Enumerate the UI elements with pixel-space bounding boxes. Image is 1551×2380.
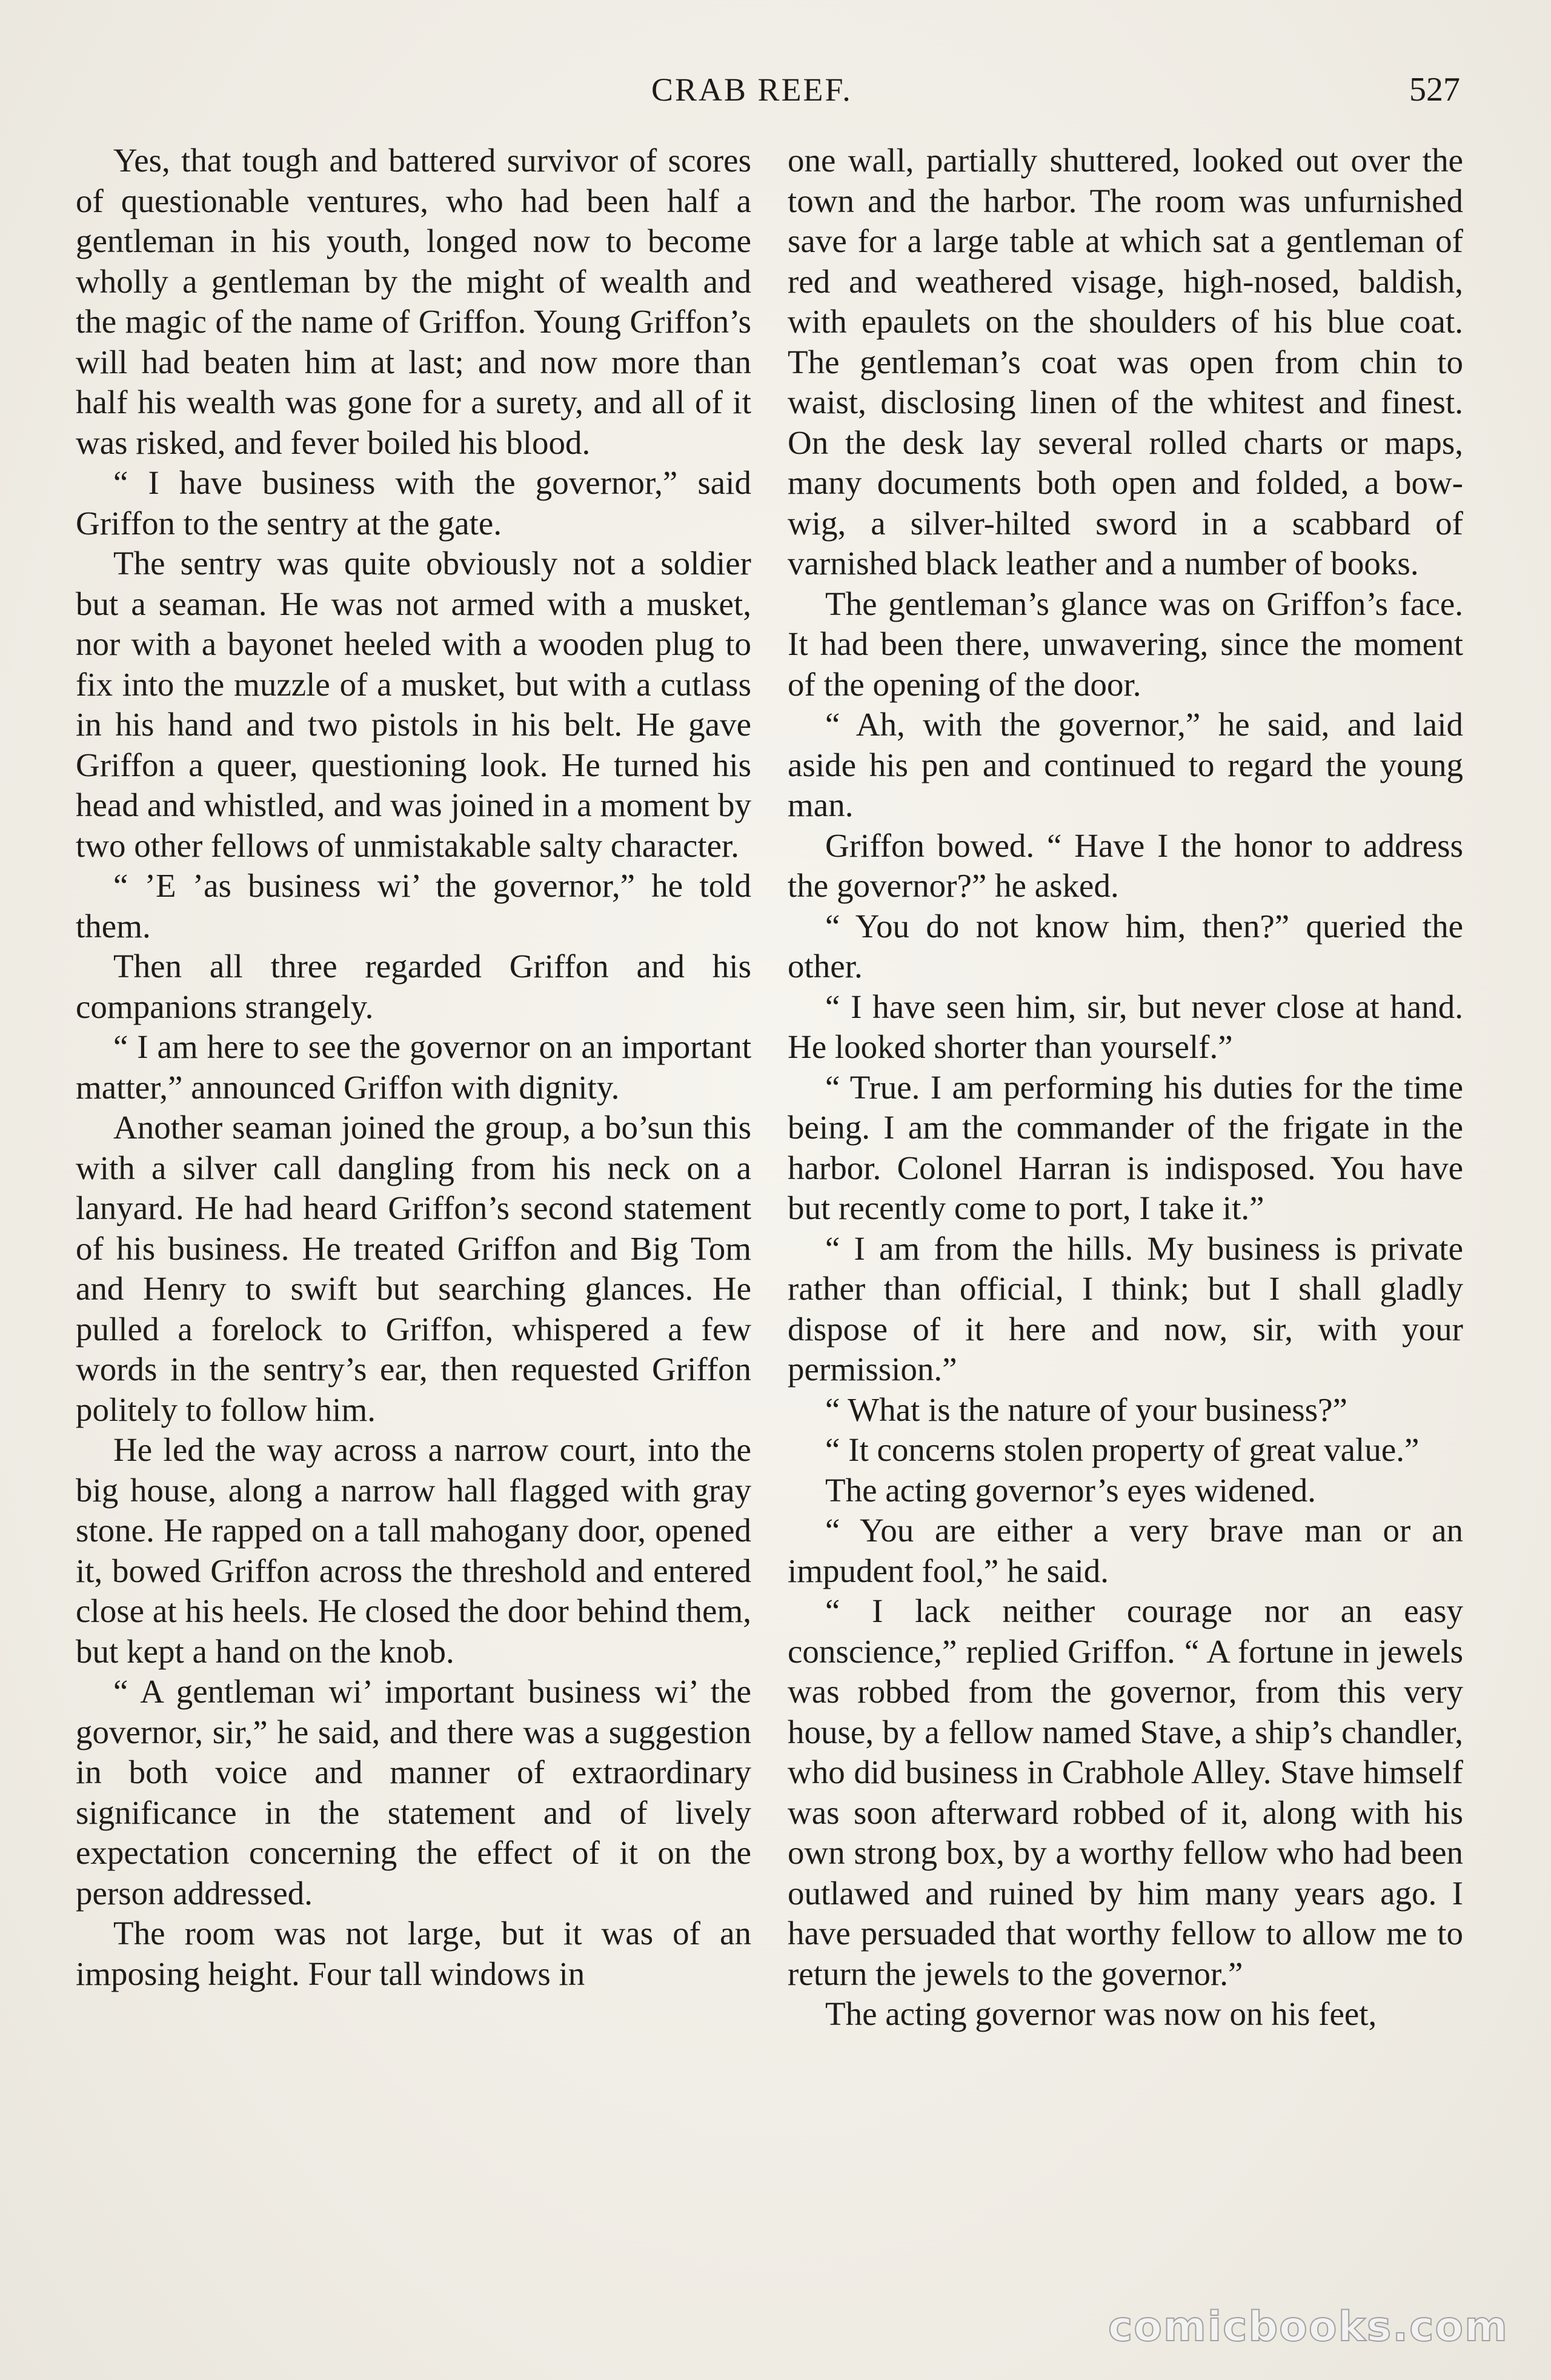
paragraph: “ It concerns stolen property of great value.” (825, 1431, 1420, 1468)
paragraph: The room was not large, but it was of an imposing height. Four tall windows in (76, 1915, 751, 1992)
paragraph: “ A gentleman wi’ important business wi’ the governor, sir,” he said, and there was a suggestion in both voice and manner of extraordinary significance in the statement and of lively expectation concerning the effect of it on the person addressed. (76, 1673, 751, 1912)
paragraph: Another seaman joined the group, a bo’sun this with a silver call dangling from his neck on a lanyard. He had heard Griffon’s second statement of his business. He treated Griffon and Big Tom and Henry to swift but searching glances. He pulled a forelock to Griffon, whispered a few words in the sentry’s ear, then requested Griffon politely to follow him. (76, 1109, 751, 1428)
paragraph: “ What is the nature of your business?” (825, 1391, 1347, 1428)
paragraph: “ ’E ’as business wi’ the governor,” he told them. (76, 867, 751, 945)
left-column (76, 141, 751, 2298)
paragraph-continued: one wall, partially shuttered, looked out over the town and the harbor. The room was unfurnished save for a large table at which sat a gentleman of red and weathered visage, high-nosed, baldish, with epaulets on the shoulders of his blue coat. The gentleman’s coat was open from chin to waist, disclosing linen of the whitest and finest. On the desk lay several rolled charts or maps, many documents both open and folded, a bow-wig, a silver-hilted sword in a scabbard of varnished black leather and a number of books. (788, 142, 1463, 582)
paragraph: The acting governor was now on his feet, (825, 1995, 1377, 2032)
paragraph: “ True. I am performing his duties for the time being. I am the commander of the frigate in the harbor. Colonel Harran is indisposed. You have but recently come to port, I take it.” (788, 1068, 1463, 1226)
running-header (0, 65, 1551, 114)
right-column (788, 141, 1463, 2298)
paragraph: The sentry was quite obviously not a soldier but a seaman. He was not armed with a musket, nor with a bayonet heeled with a wooden plug to fix into the muzzle of a musket, but with a cutlass in his hand and two pistols in his belt. He gave Griffon a queer, questioning look. He turned his head and whistled, and was joined in a moment by two other fellows of unmistakable salty character. (76, 545, 751, 864)
page-number: 527 (1409, 71, 1460, 108)
paragraph: “ You are either a very brave man or an impudent fool,” he said. (788, 1512, 1463, 1589)
paragraph: “ I am from the hills. My business is private rather than official, I think; but I shall gladly dispose of it here and now, sir, with your permission.” (788, 1229, 1463, 1388)
paragraph: “ Ah, with the governor,” he said, and laid aside his pen and continued to regard the young man. (788, 706, 1463, 823)
paragraph: Griffon bowed. “ Have I the honor to address the governor?” he asked. (788, 826, 1463, 904)
paragraph: Then all three regarded Griffon and his companions strangely. (76, 948, 751, 1025)
paragraph: “ I have seen him, sir, but never close at hand. He looked shorter than yourself.” (788, 988, 1463, 1065)
paragraph: The gentleman’s glance was on Griffon’s face. It had been there, unwavering, since the moment of the opening of the door. (788, 585, 1463, 703)
paragraph: He led the way across a narrow court, into the big house, along a narrow hall flagged with gray stone. He rapped on a tall mahogany door, opened it, bowed Griffon across the threshold and entered close at his heels. He closed the door behind them, but kept a hand on the knob. (76, 1431, 751, 1670)
paragraph: Yes, that tough and battered survivor of scores of questionable ventures, who had been half a gentleman in his youth, longed now to become wholly a gentleman by the might of wealth and the magic of the name of Griffon. Young Griffon’s will had beaten him at last; and now more than half his wealth was gone for a surety, and all of it was risked, and fever boiled his blood. (76, 142, 751, 461)
paragraph: “ I am here to see the governor on an important matter,” announced Griffon with dignity. (76, 1028, 751, 1106)
paragraph: The acting governor’s eyes widened. (825, 1471, 1316, 1509)
running-title: CRAB REEF. (651, 71, 852, 108)
paragraph: “ I have business with the governor,” said Griffon to the sentry at the gate. (76, 464, 751, 542)
paragraph: “ I lack neither courage nor an easy conscience,” replied Griffon. “ A fortune in jewels was robbed from the governor, from this very house, by a fellow named Stave, a ship’s chandler, who did business in Crabhole Alley. Stave himself was soon afterward robbed of it, along with his own strong box, by a worthy fellow who had been outlawed and ruined by him many years ago. I have persuaded that worthy fellow to allow me to return the jewels to the governor.” (788, 1592, 1463, 1992)
site-watermark: comicbooks.com (1108, 2303, 1509, 2351)
paragraph: “ You do not know him, then?” queried the other. (788, 907, 1463, 985)
